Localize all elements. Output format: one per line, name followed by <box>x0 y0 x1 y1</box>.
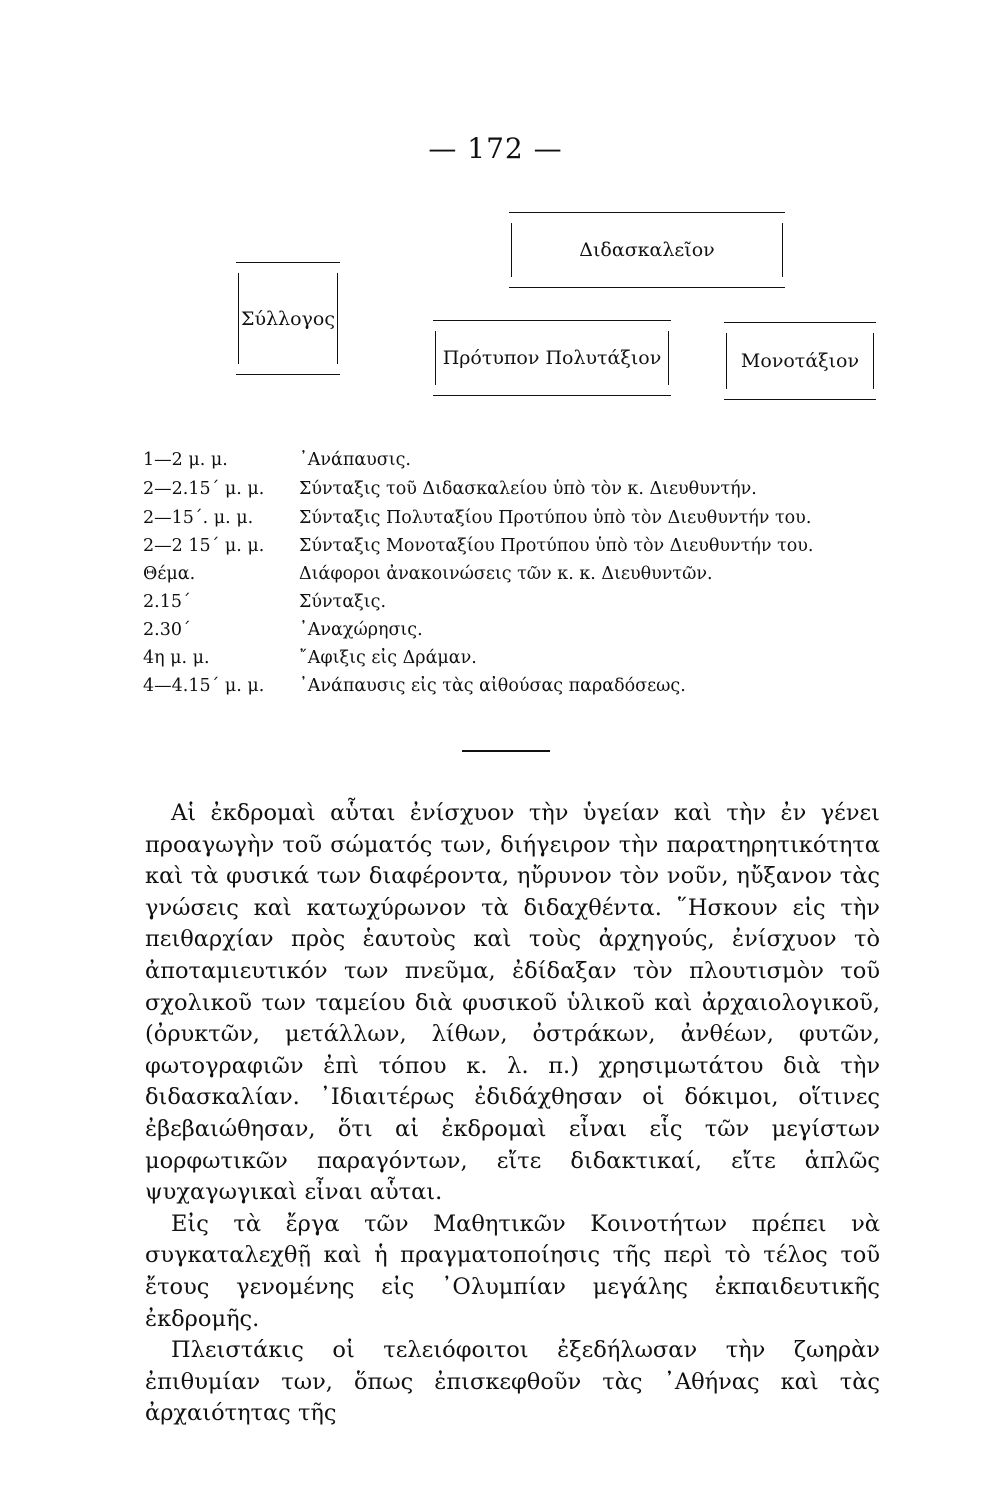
didaskaleion-box <box>509 212 785 288</box>
schedule-time: Θέμα. <box>143 564 196 584</box>
schedule-time: 4—4.15΄ μ. μ. <box>143 676 265 696</box>
schedule-desc: ῎Αφιξις εἰς Δράμαν. <box>299 648 477 668</box>
schedule-desc: Διάφοροι ἀνακοινώσεις τῶν κ. κ. Διευθυντῶν. <box>299 564 713 584</box>
schedule-time: 2.30΄ <box>143 620 191 640</box>
schedule-desc: ᾿Αναχώρησις. <box>299 620 423 640</box>
protypon-box <box>433 320 671 396</box>
schedule-time: 2.15΄ <box>143 592 191 612</box>
schedule-desc: ᾿Ανάπαυσις. <box>299 450 411 470</box>
monotaxion-box <box>724 322 876 400</box>
schedule-desc: Σύνταξις. <box>299 592 387 612</box>
schedule-time: 2—2.15΄ μ. μ. <box>143 479 265 499</box>
schedule-desc: Σύνταξις Μονοταξίου Προτύπου ὑπὸ τὸν Διευθυντήν του. <box>299 536 814 556</box>
paragraph: Αἱ ἐκδρομαὶ αὗται ἐνίσχυον τὴν ὑγείαν καὶ τὴν ἐν γένει προαγωγὴν τοῦ σώματός των, διήγειρον τὴν παρατηρητικότητα καὶ τὰ φυσικά των διαφέροντα, ηὔρυνον τὸν νοῦν, ηὔξανον τὰς γνώσεις καὶ κατωχύρωνον τὰ διδαχθέντα. ῞Ησκουν εἰς τὴν πειθαρχίαν πρὸς ἑαυτοὺς καὶ τοὺς ἀρχηγούς, ἐνίσχυον τὸ ἀποταμιευτικόν των πνεῦμα, ἐδίδαξαν τὸν πλουτισμὸν τοῦ σχολικοῦ των ταμείου διὰ φυσικοῦ ὑλικοῦ καὶ ἀρχαιολογικοῦ, (ὀρυκτῶν, μετάλλων, λίθων, ὀστράκων, ἀνθέων, φυτῶν, φωτογραφιῶν ἐπὶ τόπου κ. λ. π.) χρησιμωτάτου διὰ τὴν διδασκαλίαν. ᾿Ιδιαιτέρως ἐδιδάχθησαν οἱ δόκιμοι, οἵτινες ἐβεβαιώθησαν, ὅτι αἱ ἐκδρομαὶ εἶναι εἷς τῶν μεγίστων μορφωτικῶν παραγόντων, εἴτε διδακτικαί, εἴτε ἁπλῶς ψυχαγωγικαὶ εἶναι αὗται. <box>145 800 880 1206</box>
schedule-time: 4η μ. μ. <box>143 648 210 668</box>
schedule-time: 2—15΄. μ. μ. <box>143 508 254 528</box>
schedule-time: 1—2 μ. μ. <box>143 450 228 470</box>
page-number: — 172 — <box>428 132 563 165</box>
paragraph: Πλειστάκις οἱ τελειόφοιτοι ἐξεδήλωσαν τὴν ζωηρὰν ἐπιθυμίαν των, ὅπως ἐπισκεφθοῦν τὰς ᾿Αθήνας καὶ τὰς ἀρχαιότητας τῆς <box>145 1337 880 1427</box>
schedule-desc: Σύνταξις τοῦ Διδασκαλείου ὑπὸ τὸν κ. Διευθυντήν. <box>299 479 757 499</box>
syllogos-label: Σύλλογος <box>241 307 335 330</box>
schedule-desc: ᾿Ανάπαυσις εἰς τὰς αἰθούσας παραδόσεως. <box>299 676 686 696</box>
section-divider <box>462 750 550 752</box>
syllogos-box <box>236 262 340 375</box>
monotaxion-label: Μονοτάξιον <box>740 350 860 372</box>
didaskaleion-label: Διδασκαλεῖον <box>579 239 715 261</box>
protypon-label: Πρότυπον Πολυτάξιον <box>442 347 662 369</box>
schedule-time: 2—2 15΄ μ. μ. <box>143 536 265 556</box>
schedule-desc: Σύνταξις Πολυταξίου Προτύπου ὑπὸ τὸν Διευθυντήν του. <box>299 508 812 528</box>
body-text <box>145 798 880 1430</box>
paragraph: Εἰς τὰ ἔργα τῶν Μαθητικῶν Κοινοτήτων πρέπει νὰ συγκαταλεχθῇ καὶ ἡ πραγματοποίησις τῆς περὶ τὸ τέλος τοῦ ἔτους γενομένης εἰς ᾿Ολυμπίαν μεγάλης ἐκπαιδευτικῆς ἐκδρομῆς. <box>145 1210 880 1332</box>
